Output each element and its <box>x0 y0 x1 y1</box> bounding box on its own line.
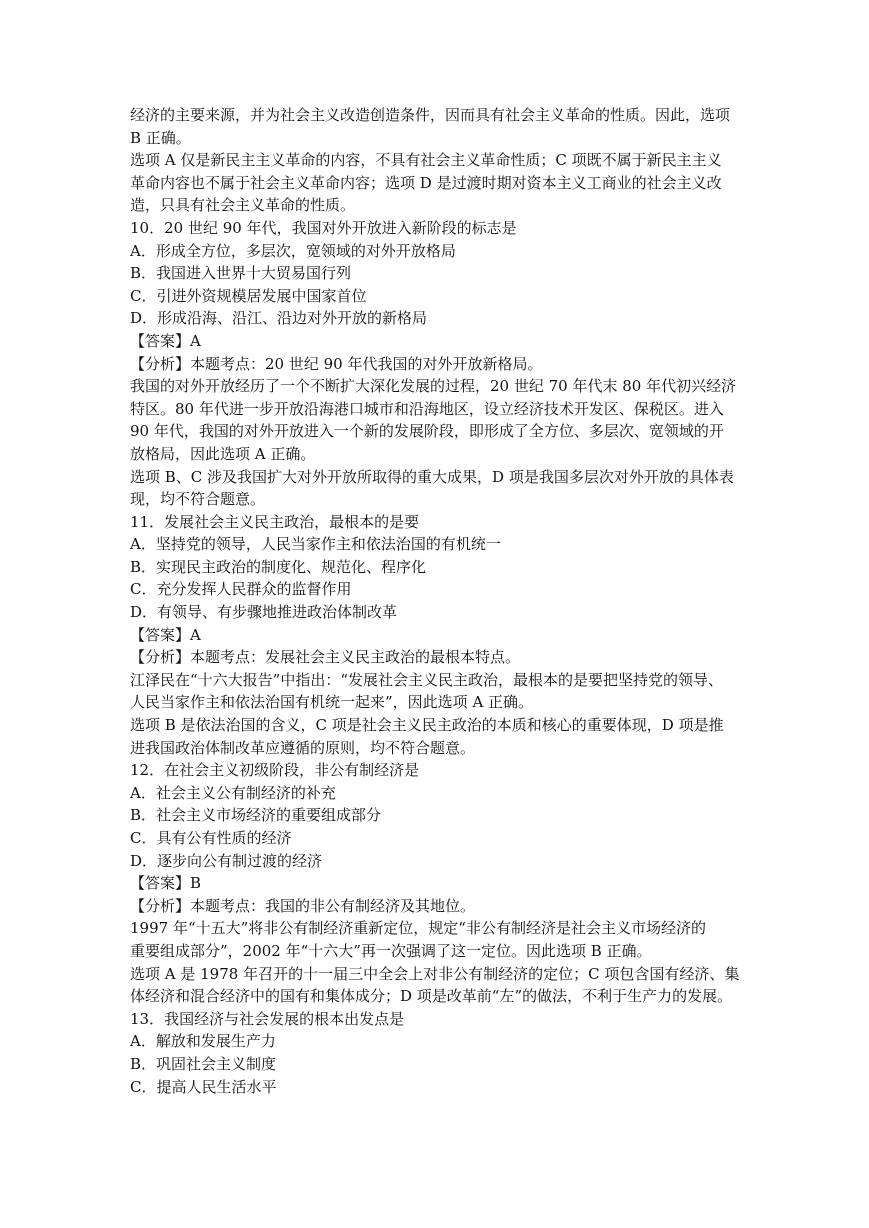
question-11-option-b: B．实现民主政治的制度化、规范化、程序化 <box>130 557 427 576</box>
question-13-option-b: B．巩固社会主义制度 <box>130 1054 277 1073</box>
text-line: 进我国政治体制改革应遵循的原则，均不符合题意。 <box>130 738 476 757</box>
text-line: 经济的主要来源，并为社会主义改造创造条件，因而具有社会主义革命的性质。因此，选项 <box>130 106 731 124</box>
text-line: 1997 年“十五大”将非公有制经济重新定位，规定“非公有制经济是社会主义市场经济的 <box>130 919 706 938</box>
text-line: 造，只具有社会主义革命的性质。 <box>130 196 356 215</box>
text-line: 选项 B 是依法治国的含义，C 项是社会主义民主政治的本质和核心的重要体现，D 项是推 <box>130 716 724 735</box>
question-11-answer: 【答案】A <box>130 625 201 644</box>
question-12-stem: 12．在社会主义初级阶段，非公有制经济是 <box>130 761 420 780</box>
question-10-analysis: 【分析】本题考点：20 世纪 90 年代我国的对外开放新格局。 <box>130 354 543 373</box>
text-line: 选项 A 仅是新民主主义革命的内容，不具有社会主义革命性质；C 项既不属于新民主主义 <box>130 151 722 170</box>
question-10-option-b: B．我国进入世界十大贸易国行列 <box>130 264 352 283</box>
question-13-option-a: A．解放和发展生产力 <box>130 1032 276 1051</box>
text-line: 现，均不符合题意。 <box>130 490 266 509</box>
text-line: 特区。80 年代进一步开放沿海港口城市和沿海地区，设立经济技术开发区、保税区。进入 <box>130 399 724 418</box>
question-11-option-c: C．充分发挥人民群众的监督作用 <box>130 580 352 599</box>
text-line: 革命内容也不属于社会主义革命内容；选项 D 是过渡时期对资本主义工商业的社会主义改 <box>130 173 722 192</box>
document-body <box>130 104 740 1098</box>
question-10-option-a: A．形成全方位，多层次，宽领域的对外开放格局 <box>130 241 456 260</box>
question-12-answer: 【答案】B <box>130 874 202 893</box>
question-13-option-c: C．提高人民生活水平 <box>130 1077 277 1096</box>
question-12-option-c: C．具有公有性质的经济 <box>130 829 292 847</box>
question-11-analysis: 【分析】本题考点：发展社会主义民主政治的最根本特点。 <box>130 648 521 667</box>
question-13-stem: 13．我国经济与社会发展的根本出发点是 <box>130 1009 405 1028</box>
text-line: 重要组成部分”，2002 年“十六大”再一次强调了这一定位。因此选项 B 正确。 <box>130 941 652 960</box>
question-12-option-d: D．逐步向公有制过渡的经济 <box>130 851 323 870</box>
text-line: 选项 A 是 1978 年召开的十一届三中全会上对非公有制经济的定位；C 项包含国有经济、集 <box>130 964 740 983</box>
question-10-option-c: C．引进外资规模居发展中国家首位 <box>130 286 367 305</box>
text-line: 人民当家作主和依法治国有机统一起来”，因此选项 A 正确。 <box>130 693 534 712</box>
question-11-stem: 11．发展社会主义民主政治，最根本的是要 <box>130 512 420 531</box>
question-10-option-d: D．形成沿海、沿江、沿边对外开放的新格局 <box>130 309 428 328</box>
question-11-option-a: A．坚持党的领导，人民当家作主和依法治国的有机统一 <box>130 535 501 554</box>
question-12-option-b: B．社会主义市场经济的重要组成部分 <box>130 806 382 825</box>
question-10-stem: 10．20 世纪 90 年代，我国对外开放进入新阶段的标志是 <box>130 218 517 237</box>
question-11-option-d: D．有领导、有步骤地推进政治体制改革 <box>130 603 398 622</box>
text-line: 90 年代，我国的对外开放进入一个新的发展阶段，即形成了全方位、多层次、宽领域的开 <box>130 422 724 441</box>
text-line: B 正确。 <box>130 128 191 147</box>
text-line: 选项 B、C 涉及我国扩大对外开放所取得的重大成果，D 项是我国多层次对外开放的具体表 <box>130 467 734 486</box>
text-line: 体经济和混合经济中的国有和集体成分；D 项是改革前“左”的做法，不利于生产力的发展。 <box>130 987 733 1006</box>
text-line: 江泽民在“十六大报告”中指出：“发展社会主义民主政治，最根本的是要把坚持党的领导、 <box>130 670 724 689</box>
text-line: 放格局，因此选项 A 正确。 <box>130 444 316 463</box>
question-12-option-a: A．社会主义公有制经济的补充 <box>130 783 336 802</box>
text-line: 我国的对外开放经历了一个不断扩大深化发展的过程，20 世纪 70 年代末 80 年代初兴经济 <box>130 377 737 396</box>
question-10-answer: 【答案】A <box>130 331 201 350</box>
question-12-analysis: 【分析】本题考点：我国的非公有制经济及其地位。 <box>130 896 476 915</box>
